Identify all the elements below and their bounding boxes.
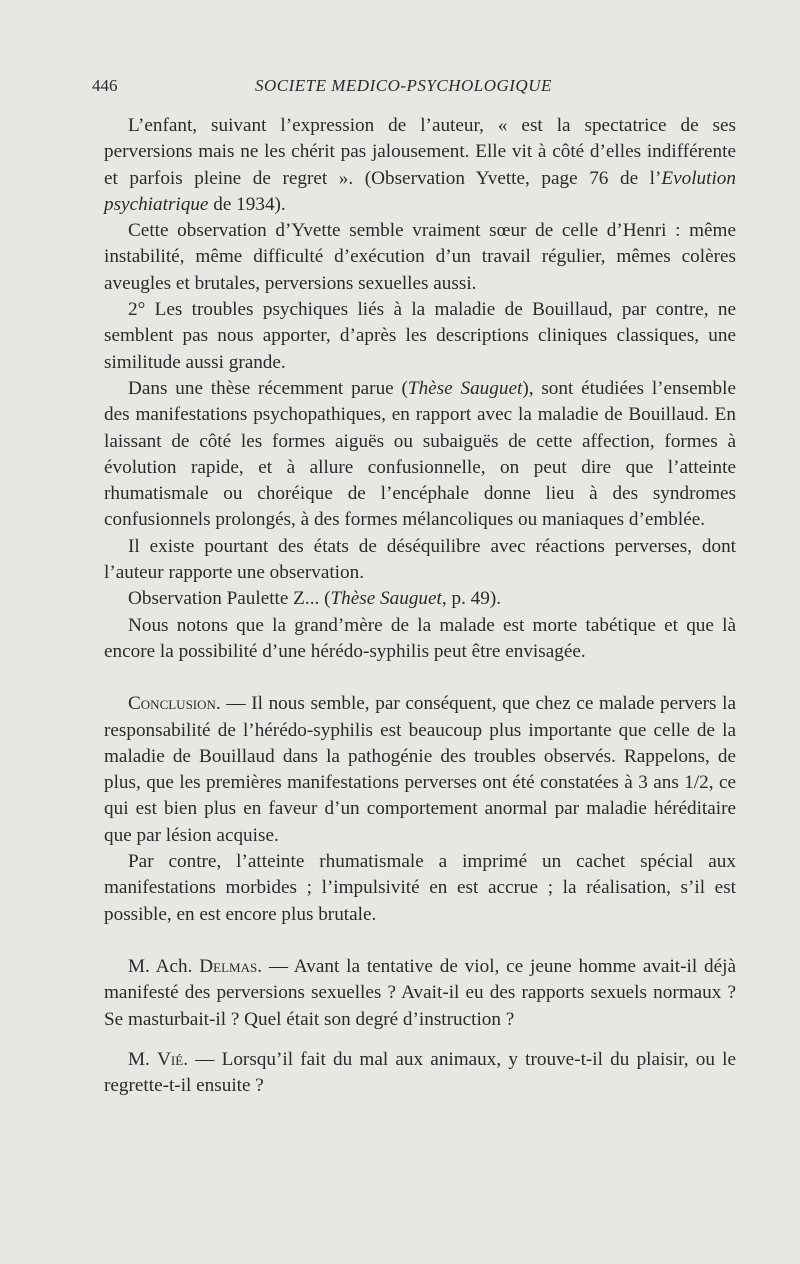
discussion-paragraph: M. Ach. Delmas. — Avant la tentative de viol, ce jeune homme avait-il déjà manifesté des perversions sexuelles ? Avait-il eu des rapports sexuels normaux ? Se masturbait-il ? Quel était son degré d’instruction ? xyxy=(104,955,736,1030)
conclusion-label: Conclusion. xyxy=(128,693,221,715)
discussion-paragraph: M. Vié. — Lorsqu’il fait du mal aux animaux, y trouve-t-il du plaisir, ou le regrette-t-il ensuite ? xyxy=(104,1048,737,1097)
journal-title: Evolution psychiatrique xyxy=(104,167,736,215)
paragraph: Il existe pourtant des états de déséquilibre avec réactions perverses, dont l’auteur rapporte une observation. xyxy=(104,535,736,584)
paragraph: Dans une thèse récemment parue (Thèse Sauguet), sont étudiées l’ensemble des manifestations psychopathiques, en rapport avec la maladie de Bouillaud. En laissant de côté les formes aiguës ou subaiguës de cette affection, formes à évolution rapide, et à allure confusionnelle, on peut dire que l’atteinte rhumatismale ou choréique de l’encéphale donne lieu à des syndromes confusionnels prolongés, à des formes mélancoliques ou maniaques d’emblée. xyxy=(104,377,736,531)
spacer xyxy=(104,928,736,954)
page-header xyxy=(92,76,708,100)
paragraph: Nous notons que la grand’mère de la malade est morte tabétique et que là encore la possibilité d’une hérédo-syphilis peut être envisagée. xyxy=(104,614,736,662)
paragraph: L’enfant, suivant l’expression de l’auteur, « est la spectatrice de ses perversions mais ne les chérit pas jalousement. Elle vit à côté d’elles indifférente et parfois pleine de regret ». (Observation Yvette, page 76 de l’Evolution psychiatrique de 1934). xyxy=(104,115,736,215)
spacer xyxy=(104,665,736,691)
paragraph: Cette observation d’Yvette semble vraiment sœur de celle d’Henri : même instabilité, même difficulté d’exécution d’un travail régulier, mêmes colères aveugles et brutales, perversions sexuelles aussi. xyxy=(104,220,736,294)
thesis-title: Thèse Sauguet xyxy=(407,377,523,399)
thesis-title: Thèse Sauguet xyxy=(330,588,442,610)
body-text xyxy=(104,113,736,1099)
paragraph: Observation Paulette Z... (Thèse Sauguet, p. 49). xyxy=(128,588,502,610)
running-title: SOCIETE MEDICO-PSYCHOLOGIQUE xyxy=(255,76,552,95)
paragraph: 2° Les troubles psychiques liés à la maladie de Bouillaud, par contre, ne semblent pas nous apporter, d’après les descriptions cliniques classiques, une similitude aussi grande. xyxy=(104,299,736,373)
speaker-name: Delmas xyxy=(199,955,258,977)
paragraph: Par contre, l’atteinte rhumatismale a imprimé un cachet spécial aux manifestations morbides ; l’impulsivité en est accrue ; la réalisation, s’il est possible, en est encore plus brutale. xyxy=(104,851,736,925)
page-number: 446 xyxy=(92,76,118,95)
spacer xyxy=(104,1033,736,1047)
speaker-name: Vié xyxy=(157,1048,184,1070)
conclusion-paragraph: Conclusion. — Il nous semble, par conséquent, que chez ce malade pervers la responsabilité de l’hérédo-syphilis est beaucoup plus importante que celle de la maladie de Bouillaud dans la pathogénie des troubles observés. Rappelons, de plus, que les premières manifestations perverses ont été constatées à 3 ans 1/2, ce qui est bien plus en faveur d’un comportement anormal par maladie héréditaire que par lésion acquise. xyxy=(104,693,736,846)
